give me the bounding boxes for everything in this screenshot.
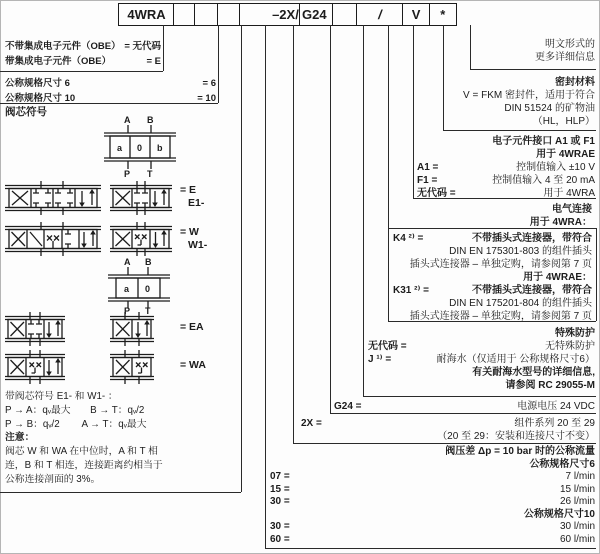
notice-title: 注意： [5, 432, 35, 444]
supply-text: 电源电压 24 VDC [517, 401, 595, 412]
flow-code: 30 = [270, 521, 290, 532]
obe-block [5, 39, 161, 69]
flow-row [270, 534, 595, 547]
svg-text:B: B [147, 115, 154, 125]
size-row [5, 76, 216, 91]
svg-text:T: T [145, 306, 151, 316]
spool-code-ea: = EA [180, 321, 204, 333]
protection-note: 请参阅 RC 29055-M [505, 380, 595, 391]
electrical-box-right-edge [596, 228, 597, 321]
flow-row [270, 496, 595, 509]
spool-note-block [5, 390, 239, 487]
flow-row [270, 484, 595, 497]
rule-series [293, 443, 596, 444]
rule-details [470, 69, 596, 70]
series-text: 组件系列 20 至 29 [514, 418, 595, 429]
leader-line-details [470, 25, 471, 69]
leader-line-flow [265, 25, 266, 548]
supply-code: G24 = [334, 401, 362, 412]
svg-text:0: 0 [137, 143, 143, 153]
flow-value: 60 l/min [559, 533, 595, 545]
rule-seal [443, 130, 596, 131]
spool-symbol-w-detailed [5, 222, 101, 256]
svg-text:a: a [124, 284, 130, 294]
code-cell-obe [173, 3, 196, 26]
interface-row [417, 174, 595, 187]
rule-spool [0, 492, 241, 493]
flow-value: 7 l/min [565, 471, 595, 482]
size-row [5, 91, 216, 106]
leader-line-interface [413, 25, 414, 198]
svg-text:B: B [145, 257, 152, 267]
spool-symbol-w-simple [110, 222, 172, 256]
protection-block [368, 327, 595, 392]
electrical-subtitle: 用于 4WRA： [529, 217, 592, 228]
obe-row [5, 39, 161, 54]
electrical-line: 插头式连接器 – 单独定购，请参阅第 7 页 [409, 259, 592, 270]
series-code: 2X = [301, 418, 322, 429]
code-cell-type: 4WRA [118, 3, 175, 26]
svg-text:T: T [147, 169, 153, 179]
interface-text: 用于 4WRA [543, 188, 595, 199]
spool-symbol-ea-detailed [5, 312, 65, 346]
seal-line: （HL，HLP） [532, 116, 595, 127]
seal-line: DIN 51524 的矿物油 [504, 103, 595, 114]
size-code: = 10 [197, 93, 216, 104]
protection-text: 无特殊防护 [545, 341, 595, 352]
rule-voltage [330, 413, 596, 414]
interface-code: 无代码 = [417, 188, 456, 199]
flow-title: 阀压差 Δp = 10 bar 时的公称流量 [445, 446, 595, 457]
electrical-line: DIN EN 175301-803 的组件插头 [449, 246, 592, 257]
interface-row [417, 161, 595, 174]
leader-line-size [218, 25, 219, 103]
model-code-row [118, 3, 457, 26]
code-cell-voltage: G24 [299, 3, 334, 26]
spool-port-diagram-3pos [104, 114, 176, 178]
series-block [301, 417, 595, 443]
leader-line-spool [241, 25, 242, 492]
spool-code-e: = E [180, 184, 197, 196]
flow-code: 60 = [270, 533, 290, 545]
notice-line: 公称连接剖面的 3%。 [5, 473, 101, 485]
interface-code: F1 = [417, 175, 438, 186]
flow-block [270, 446, 595, 546]
flow-size6-title: 公称规格尺寸6 [529, 458, 595, 470]
code-cell-spool [217, 3, 241, 26]
spool-symbol-e-detailed [5, 181, 101, 215]
protection-row [368, 340, 595, 353]
electrical-block [393, 203, 592, 323]
svg-text:a: a [117, 143, 123, 153]
obe-code: = 无代码 [124, 41, 161, 52]
electrical-code: K31 ²⁾ = [393, 285, 429, 296]
electrical-text: 不带插头式连接器，带符合 [472, 233, 592, 244]
code-cell-connector [332, 3, 358, 26]
protection-code: 无代码 = [368, 341, 407, 352]
spool-symbol-ea-simple [110, 312, 154, 346]
flow-value: 15 l/min [559, 483, 595, 495]
size-code: = 6 [202, 78, 216, 89]
leader-line-electrical [388, 25, 389, 321]
interface-text: 控制值输入 4 至 20 mA [492, 175, 595, 186]
size-label: 公称规格尺寸 10 [5, 93, 76, 104]
rule-flow [265, 548, 596, 549]
flow-value: 26 l/min [559, 496, 595, 507]
electrical-line: DIN EN 175201-804 的组件插头 [449, 298, 592, 309]
protection-title: 特殊防护 [555, 328, 595, 339]
svg-text:0: 0 [145, 284, 151, 294]
flow-value: 30 l/min [559, 521, 595, 532]
leader-line-obe [163, 25, 164, 71]
spool-code-e1: E1- [188, 197, 205, 209]
seal-title: 密封材料 [555, 77, 595, 88]
flow-size10-title: 公称规格尺寸10 [523, 508, 595, 520]
protection-row [368, 353, 595, 366]
note-flow-line: P → B：qᵥ/2 A → T：qᵥ最大 [5, 418, 147, 430]
spool-port-diagram-2pos [108, 256, 170, 314]
interface-block [417, 135, 595, 200]
size-block [5, 76, 216, 106]
size-label: 公称规格尺寸 6 [5, 78, 70, 89]
leader-line-protection [363, 25, 364, 396]
svg-text:P: P [124, 306, 131, 316]
rule-protection [363, 396, 596, 397]
details-line: 明文形式的 [545, 39, 595, 50]
electrical-code: K4 ²⁾ = [393, 233, 424, 244]
interface-title: 电子元件接口 A1 或 F1 [492, 136, 595, 147]
series-row [301, 417, 595, 430]
flow-code: 15 = [270, 483, 290, 495]
obe-label: 不带集成电子元件（OBE） [5, 41, 121, 52]
details-line: 更多详细信息 [535, 52, 595, 63]
spool-symbol-wa-detailed [5, 350, 65, 384]
interface-text: 控制值输入 ±10 V [516, 162, 595, 173]
flow-code: 07 = [270, 471, 290, 482]
obe-row [5, 54, 161, 69]
leader-line-voltage [330, 25, 331, 413]
electrical-row-k31 [393, 284, 592, 297]
interface-code: A1 = [417, 162, 439, 173]
leader-line-series [293, 25, 294, 443]
note-e1-title: 带阀芯符号 E1- 和 W1- ： [5, 391, 118, 402]
protection-note: 有关耐海水型号的详细信息, [472, 367, 595, 378]
protection-text: 耐海水（仅适用于 公称规格尺寸6） [436, 354, 595, 365]
svg-text:b: b [157, 143, 163, 153]
supply-row [334, 400, 595, 413]
rule-obe [0, 71, 163, 72]
notice-line: 连，B 和 T 相连，连接距离约相当于 [5, 459, 163, 471]
electrical-title: 电气连接 [552, 204, 592, 215]
electrical-text: 不带插头式连接器，带符合 [472, 285, 592, 296]
electrical-line: 插头式连接器 – 单独定购，请参阅第 7 页 [409, 311, 592, 322]
electrical-row-k4 [393, 232, 592, 245]
seal-line: V = FKM 密封件，适用于符合 [463, 90, 595, 101]
code-cell-seal: V [402, 3, 431, 26]
obe-label: 带集成电子元件（OBE） [5, 56, 112, 67]
series-note: （20 至 29：安装和连接尺寸不变） [437, 431, 595, 442]
spool-code-w: = W [180, 226, 199, 238]
code-cell-size [194, 3, 218, 26]
spool-symbol-e-simple [110, 181, 172, 215]
flow-row [270, 521, 595, 534]
seal-block [463, 76, 595, 128]
svg-text:A: A [124, 115, 131, 125]
flow-code: 30 = [270, 496, 290, 507]
interface-subtitle: 用于 4WRAE [536, 149, 595, 160]
electrical-subtitle: 用于 4WRAE： [523, 272, 592, 283]
svg-text:A: A [124, 257, 131, 267]
code-cell-series: –2X/ [239, 3, 301, 26]
interface-row [417, 187, 595, 200]
flow-row [270, 471, 595, 484]
code-cell-more: * [429, 3, 457, 26]
obe-code: = E [146, 56, 161, 67]
protection-code: J ¹⁾ = [368, 354, 392, 365]
details-block [535, 38, 595, 64]
code-cell-slash: / [356, 3, 403, 26]
notice-line: 阀芯 W 和 WA 在中位时，A 和 T 相 [5, 446, 158, 458]
spool-code-w1: W1- [188, 239, 208, 251]
svg-text:P: P [124, 169, 131, 179]
spool-symbol-wa-simple [110, 350, 154, 384]
note-flow-line: P → A：qᵥ最大 B → T：qᵥ/2 [5, 404, 145, 416]
spool-code-wa: = WA [180, 359, 206, 371]
spool-section-title: 阀芯符号 [5, 106, 47, 118]
leader-line-seal [443, 25, 444, 130]
